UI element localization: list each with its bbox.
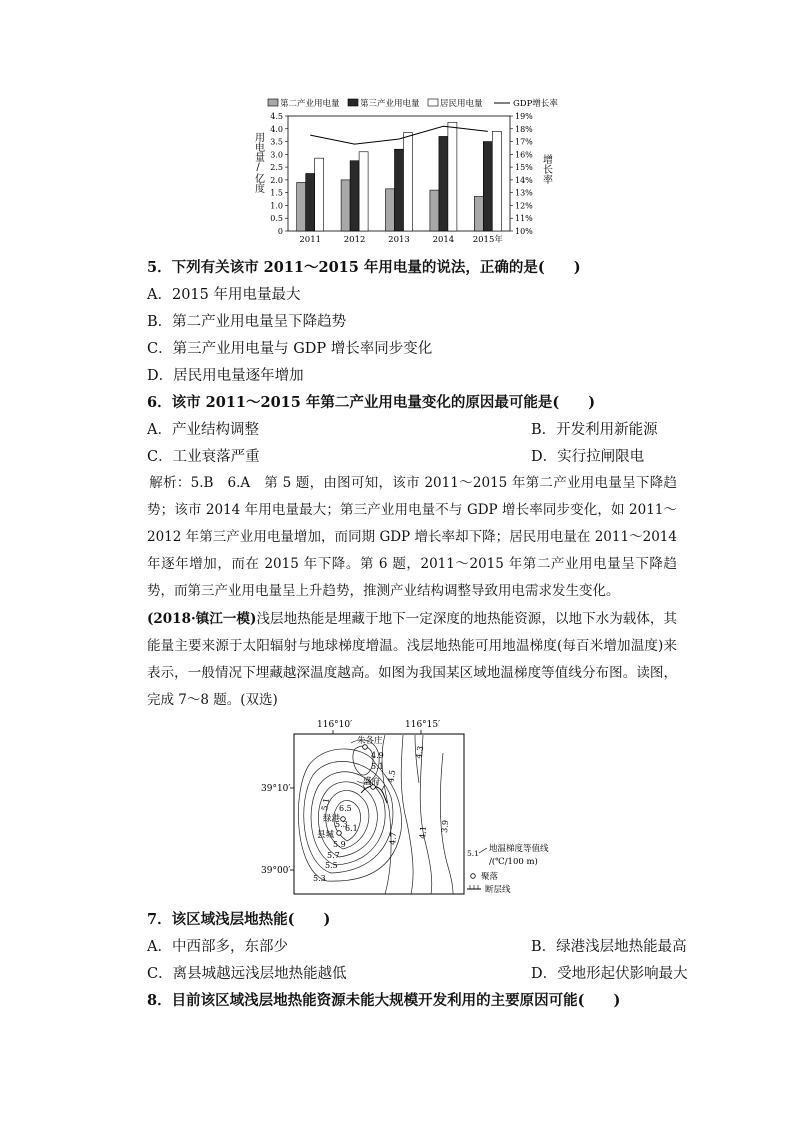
q7-option-row-2 xyxy=(147,964,688,984)
intro-paragraph xyxy=(147,606,677,714)
legend-label-tertiary: 第三产业用电量 xyxy=(360,99,420,109)
q5-option-a[interactable]: A．2015 年用电量最大 xyxy=(147,287,301,303)
bar-2 xyxy=(359,152,368,231)
lat-label-1: 39°10′ xyxy=(261,784,291,794)
intro-text: 浅层地热能是埋藏于地下一定深度的地热能资源，以地下水为载体，其能量主要来源于太阳辐射与地球梯度增温。浅层地热能可用地温梯度(每百米增加温度)来表示，一般情况下埋藏越深温度越高。如图为我国某区域地温梯度等值线分布图。读图，完成 7～8 题。(双选) xyxy=(147,611,677,708)
y2-tick-label: 12% xyxy=(515,201,533,211)
legend-settlement-icon xyxy=(471,874,476,879)
bar-0 xyxy=(341,180,350,231)
x-tick-label: 2013 xyxy=(388,235,410,245)
settlement-county xyxy=(337,831,342,836)
q7-option-b[interactable]: B．绿港浅层地热能最高 xyxy=(531,939,687,955)
map-svg xyxy=(255,713,595,903)
y-tick-label: 1.0 xyxy=(270,201,283,211)
place-label-county: 县城 xyxy=(317,830,335,840)
gdp-line xyxy=(310,126,488,144)
contour-label-6-1: 6.1 xyxy=(345,824,358,833)
bar-0 xyxy=(297,182,306,231)
analysis-body: 第 5 题，由图可知，该市 2011～2015 年第二产业用电量呈下降趋势；该市 2014 年用电量最大；第三产业用电量不与 GDP 增长率同步变化，如 2011～2012 年第三产业用电量增加，而同期 GDP 增长率却下降；居民用电量在 2011～2014 年逐年增加，而在 2015 年下降。第 6 题，2011～2015 年第二产业用电量呈下降趋势，而第三产业用电量呈上升趋势，推测产业结构调整导致用电需求发生变化。 xyxy=(147,475,678,599)
legend-swatch-tertiary xyxy=(348,99,358,106)
contour-label-5-9: 5.9 xyxy=(333,840,346,849)
contour-4-5 xyxy=(401,735,413,894)
chart-plot xyxy=(270,112,533,245)
q7-stem: 7．该区域浅层地热能( ) xyxy=(147,911,331,928)
legend-swatch-residential xyxy=(428,99,438,106)
legend-contour-unit: /(℃/100 m) xyxy=(489,857,538,867)
legend-fault-ticks xyxy=(470,885,478,889)
place-label-lvgang: 绿港 xyxy=(323,814,341,824)
contour-label-4-7: 4.7 xyxy=(388,831,399,846)
q7-option-d[interactable]: D．受地形起伏影响最大 xyxy=(531,966,688,982)
bar-2 xyxy=(492,131,501,231)
legend-swatch-secondary xyxy=(268,99,278,106)
y-tick-label: 2.5 xyxy=(270,163,283,173)
y2-tick-label: 15% xyxy=(515,163,533,173)
contour-label-5-7: 5.7 xyxy=(327,851,340,860)
lat-label-2: 39°00′ xyxy=(261,866,291,876)
q6-option-a-row xyxy=(147,420,677,440)
q7-option-c[interactable]: C．离县城越远浅层地热能越低 xyxy=(147,966,347,982)
y2-tick-label: 17% xyxy=(515,137,533,147)
legend-label-secondary: 第二产业用电量 xyxy=(280,99,340,109)
electricity-chart xyxy=(248,94,558,254)
bar-2 xyxy=(448,122,457,231)
contour-label-5-3: 5.3 xyxy=(313,874,326,883)
y-axis-title: 用电量/亿度 xyxy=(252,132,264,193)
y2-tick-label: 16% xyxy=(515,150,533,160)
x-tick-label: 2011 xyxy=(299,235,322,245)
contour-label-5-3-inner: 5.3 xyxy=(335,820,348,829)
x-tick-label: 2014 xyxy=(432,235,455,245)
bar-1 xyxy=(439,136,448,231)
bar-0 xyxy=(430,190,439,231)
contour-label-4-9: 4.9 xyxy=(371,751,384,760)
q6-stem: 6．该市 2011～2015 年第二产业用电量变化的原因最可能是( ) xyxy=(147,394,596,411)
legend-contour-label: 地温梯度等值线 xyxy=(489,844,549,854)
place-label-zhugezhuang: 朱各庄 xyxy=(357,736,383,746)
x-tick-label: 2015年 xyxy=(472,235,503,245)
chart-svg xyxy=(248,94,558,254)
analysis-lead: 解析：5.B 6.A xyxy=(149,475,265,491)
bar-1 xyxy=(483,142,492,231)
map-legend xyxy=(467,843,549,895)
bar-2 xyxy=(315,158,324,231)
y-tick-label: 4.5 xyxy=(270,112,283,121)
y2-tick-label: 19% xyxy=(515,112,533,121)
q5-option-c[interactable]: C．第三产业用电量与 GDP 增长率同步变化 xyxy=(147,341,433,357)
contour-label-3-9: 3.9 xyxy=(440,819,451,834)
y2-axis-title: 增长率 xyxy=(540,154,552,184)
q6-option-a[interactable]: A．产业结构调整 xyxy=(147,422,259,438)
chart-legend xyxy=(268,98,558,109)
q6-option-c[interactable]: C．工业衰落严重 xyxy=(147,449,260,465)
y2-tick-label: 14% xyxy=(515,175,533,185)
contour-label-6-5: 6.5 xyxy=(339,804,352,813)
legend-fault-label: 断层线 xyxy=(485,885,511,895)
contour-label-4-3: 4.3 xyxy=(414,745,426,760)
bar-1 xyxy=(395,149,404,231)
bar-1 xyxy=(350,161,359,231)
place-label-shengfu: 盛府 xyxy=(363,777,381,787)
geothermal-map xyxy=(255,713,595,903)
y-tick-label: 4.0 xyxy=(270,124,283,134)
y2-tick-label: 11% xyxy=(515,214,533,224)
legend-label-residential: 居民用电量 xyxy=(440,99,483,109)
contour-label-4-5: 4.5 xyxy=(386,769,398,784)
contour-label-5-1-left: 5.1 xyxy=(320,797,332,812)
contour-label-5-1-top: 5.1 xyxy=(371,762,384,771)
contour-label-4-1: 4.1 xyxy=(418,825,429,840)
contour-5-3 xyxy=(298,749,401,881)
q7-option-row-1 xyxy=(147,937,687,957)
x-tick-label: 2012 xyxy=(343,235,366,245)
y-tick-label: 1.5 xyxy=(270,188,283,198)
bar-0 xyxy=(474,197,483,232)
q6-option-d[interactable]: D．实行拉闸限电 xyxy=(531,449,645,465)
contour-label-5-5: 5.5 xyxy=(325,861,338,870)
q6-option-b[interactable]: B．开发利用新能源 xyxy=(531,422,658,438)
q5-option-d[interactable]: D．居民用电量逐年增加 xyxy=(147,368,304,384)
y2-tick-label: 13% xyxy=(515,188,533,198)
y-tick-label: 2.0 xyxy=(270,175,283,185)
y-tick-label: 0.5 xyxy=(270,214,283,224)
q6-option-c-row xyxy=(147,447,677,467)
q5-stem: 5．下列有关该市 2011～2015 年用电量的说法，正确的是( ) xyxy=(147,259,581,276)
legend-label-gdp: GDP增长率 xyxy=(513,99,558,109)
bar-1 xyxy=(306,174,315,232)
intro-source: (2018·镇江一模) xyxy=(147,611,257,627)
y-tick-label: 3.5 xyxy=(270,137,283,147)
lon-label-2: 116°15′ xyxy=(405,720,441,730)
q7-option-a[interactable]: A．中西部多，东部少 xyxy=(147,939,288,955)
legend-contour-sample: 5.1 xyxy=(467,849,479,858)
bar-2 xyxy=(404,133,413,231)
legend-contour-leader xyxy=(479,848,487,853)
y2-tick-label: 18% xyxy=(515,124,533,134)
analysis-paragraph xyxy=(147,470,677,605)
q5-option-b[interactable]: B．第二产业用电量呈下降趋势 xyxy=(147,314,347,330)
legend-settlement-label: 聚落 xyxy=(481,872,499,882)
y-tick-label: 3.0 xyxy=(270,150,283,160)
q8-stem: 8．目前该区域浅层地热能资源未能大规模开发利用的主要原因可能( ) xyxy=(147,992,621,1009)
lon-label-1: 116°10′ xyxy=(317,720,353,730)
y-tick-label: 0 xyxy=(277,227,283,236)
y2-tick-label: 10% xyxy=(515,227,533,236)
bar-0 xyxy=(386,189,395,231)
